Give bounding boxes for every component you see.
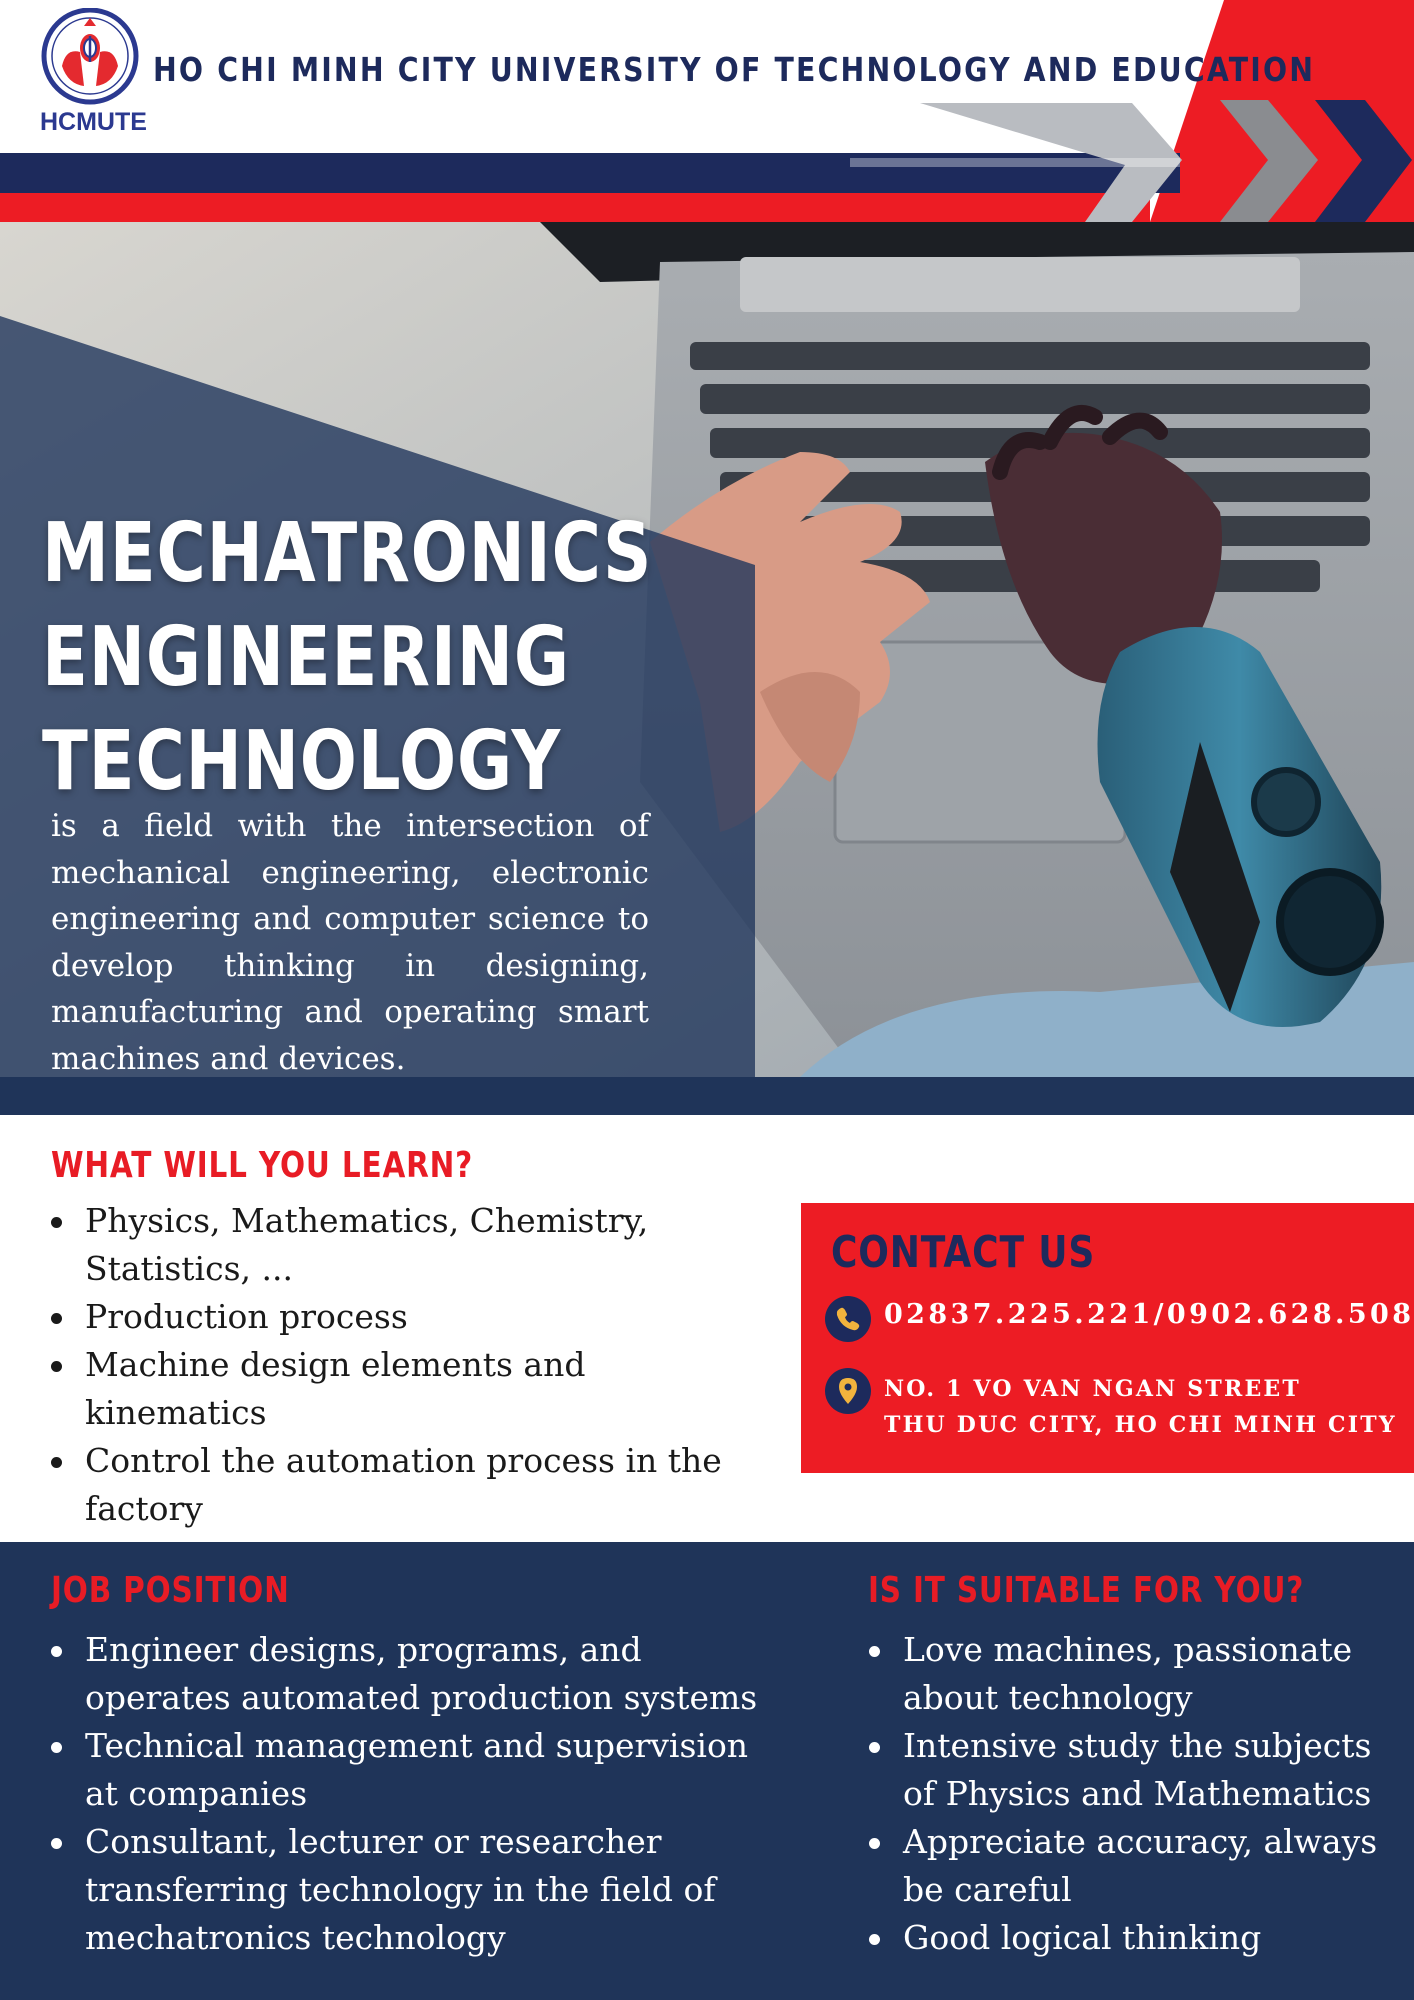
phone-number[interactable]: 02837.225.221/0902.628.508: [884, 1299, 1414, 1330]
list-item: Appreciate accuracy, always be careful: [869, 1818, 1399, 1914]
list-item: Intensive study the subjects of Physics and Mathematics: [869, 1722, 1399, 1818]
suitable-list: [869, 1626, 1399, 1962]
list-item: Production process: [51, 1293, 776, 1341]
list-item: Machine design elements and kinematics: [51, 1341, 776, 1437]
location-pin-icon: [825, 1368, 871, 1414]
list-item: Good logical thinking: [869, 1914, 1399, 1962]
list-item: Control the automation process in the factory: [51, 1437, 776, 1533]
suitable-heading: IS IT SUITABLE FOR YOU?: [868, 1570, 1305, 1611]
university-name: HO CHI MINH CITY UNIVERSITY OF TECHNOLOGY AND EDUCATION: [153, 50, 1316, 89]
hero-title-line-2: ENGINEERING: [42, 610, 570, 705]
list-item: Consultant, lecturer or researcher transferring technology in the field of mechatronics technology: [51, 1818, 771, 1962]
learn-list: [51, 1197, 776, 1581]
logo-text: HCMUTE: [40, 108, 147, 136]
contact-box: [801, 1203, 1414, 1473]
hero-title: [42, 502, 652, 814]
contact-heading: CONTACT US: [831, 1227, 1096, 1278]
hero-title-line-3: TECHNOLOGY: [42, 714, 562, 809]
hero-description: is a field with the intersection of mechanical engineering, electronic engineering and computer science to develop thinking in designing, manufacturing and operating smart machines and devices.: [51, 808, 649, 1077]
address: [884, 1371, 1397, 1443]
list-item: Technical management and supervision at companies: [51, 1722, 771, 1818]
list-item: Engineer designs, programs, and operates automated production systems: [51, 1626, 771, 1722]
university-logo: [40, 8, 140, 108]
address-line-1: NO. 1 VO VAN NGAN STREET: [884, 1376, 1301, 1402]
job-position-heading: JOB POSITION: [51, 1570, 290, 1611]
header-stripes-graphic: [0, 0, 1414, 222]
job-position-list: [51, 1626, 771, 1962]
hero-title-line-1: MECHATRONICS: [42, 506, 653, 601]
learn-heading: WHAT WILL YOU LEARN?: [51, 1145, 474, 1186]
university-emblem-icon: [40, 8, 140, 108]
hero-section: [0, 222, 1414, 1077]
phone-icon: [825, 1296, 871, 1342]
list-item: Physics, Mathematics, Chemistry, Statistics, ...: [51, 1197, 776, 1293]
header-banner: [0, 0, 1414, 222]
address-line-2: THU DUC CITY, HO CHI MINH CITY: [884, 1412, 1397, 1438]
list-item: Love machines, passionate about technology: [869, 1626, 1399, 1722]
hero-bottom-strip: [0, 1077, 1414, 1115]
